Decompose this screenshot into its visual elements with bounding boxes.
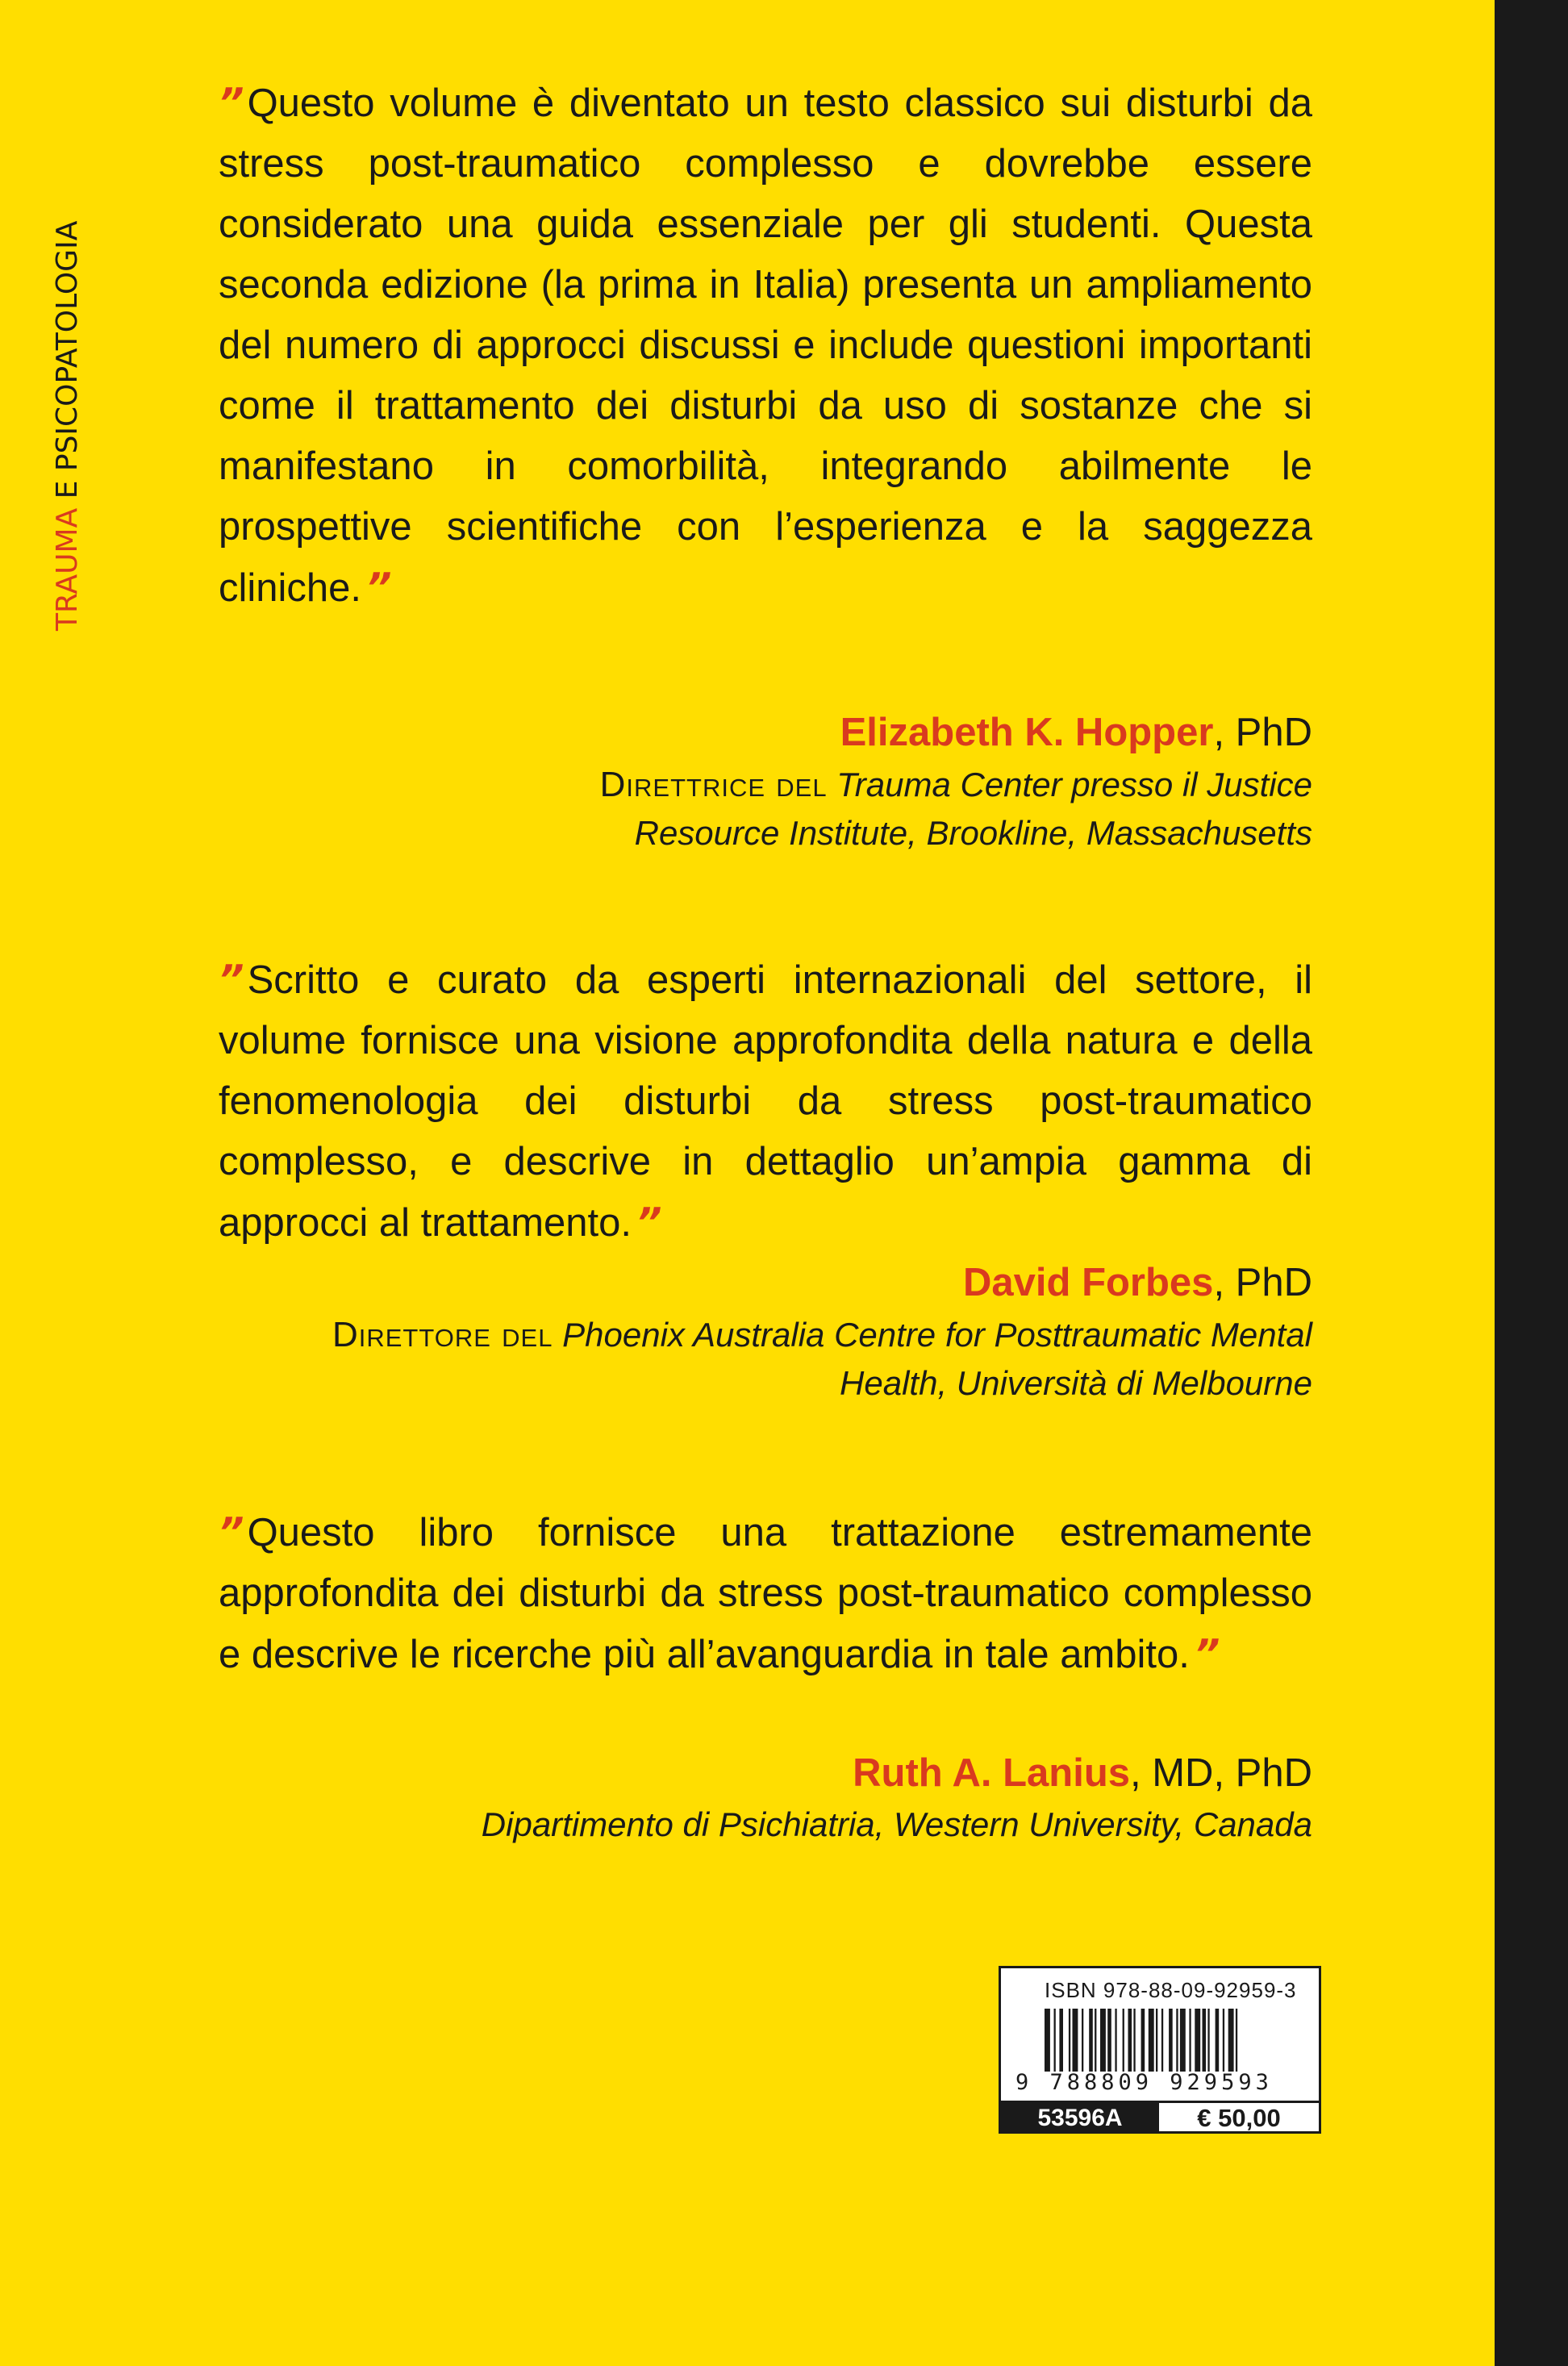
affiliation-line-2: Health, Università di Melbourne [840,1364,1312,1402]
product-code: 53596A [1001,2103,1159,2134]
quote-2-author [963,1258,1312,1307]
price-row [1001,2101,1319,2134]
author-name: David Forbes [963,1261,1214,1304]
series-title [53,221,82,631]
affiliation-role: Direttore del [332,1315,553,1354]
barcode-bar [1045,2009,1050,2072]
barcode-bar [1161,2009,1163,2072]
isbn-label: ISBN 978-88-09-92959-3 [1045,1978,1297,2002]
affiliation-line-1: Phoenix Australia Centre for Posttraumatic Mental [562,1316,1312,1354]
barcode-bar [1082,2009,1083,2072]
book-spine [1495,0,1568,2366]
barcode-bar [1189,2009,1191,2072]
series-title-part2: E PSICOPATOLOGIA [51,220,84,499]
open-quote-mark: ” [219,957,240,1003]
barcode-bar [1059,2009,1063,2072]
barcode-bar [1089,2009,1093,2072]
quote-1 [219,73,1312,619]
barcode-digits: 9 788809 929593 [1015,2070,1273,2095]
quote-2-text: Scritto e curato da esperti internazionali del settore, il volume fornisce una visione approfondita della natura e della fenomenologia dei disturbi da stress post-traumatico complesso, e descrive in dettaglio un’ampia gamma di approcci al trattamento. [219,958,1312,1245]
series-title-part1: TRAUMA [51,507,84,631]
author-name: Elizabeth K. Hopper [840,711,1214,754]
barcode-bar [1228,2009,1234,2072]
barcode-bar [1069,2009,1070,2072]
affiliation-line-1: Dipartimento di Psichiatria, Western University, Canada [481,1805,1312,1843]
barcode-bar [1156,2009,1157,2072]
affiliation-line-2: Resource Institute, Brookline, Massachusetts [634,814,1312,852]
isbn-barcode-box [999,1966,1321,2134]
barcode-bar [1223,2009,1224,2072]
quote-3-author [853,1749,1312,1797]
quote-1-affiliation [264,761,1312,858]
open-quote-mark: ” [219,80,240,126]
barcode-bar [1207,2009,1209,2072]
barcode-bar [1054,2009,1056,2072]
barcode-bar [1141,2009,1145,2072]
barcode-bar [1073,2009,1078,2072]
barcode-bar [1095,2009,1096,2072]
barcode-bar [1100,2009,1106,2072]
close-quote-mark: ” [366,565,387,611]
barcode-bar [1133,2009,1135,2072]
open-quote-mark: ” [219,1509,240,1555]
author-degree: , PhD [1213,1261,1312,1304]
barcode-bar [1107,2009,1111,2072]
author-degree: , PhD [1213,711,1312,754]
barcode-bar [1123,2009,1124,2072]
author-degree: , MD, PhD [1130,1751,1312,1795]
barcode-bar [1195,2009,1200,2072]
barcode-bar [1149,2009,1154,2072]
close-quote-mark: ” [1194,1631,1216,1677]
affiliation-line-1: Trauma Center presso il Justice [836,766,1312,803]
quote-3-text: Questo libro fornisce una trattazione estremamente approfondita dei disturbi da stress post-traumatico complesso e descrive le ricerche più all’avanguardia in tale ambito. [219,1511,1312,1676]
quote-1-author [840,708,1312,757]
barcode-bar [1236,2009,1237,2072]
barcode-bar [1203,2009,1207,2072]
author-name: Ruth A. Lanius [853,1751,1131,1795]
close-quote-mark: ” [636,1200,657,1246]
quote-2-affiliation [264,1311,1312,1408]
barcode-icon [1045,2009,1283,2072]
quote-1-text: Questo volume è diventato un testo classico sui disturbi da stress post-traumatico complesso e dovrebbe essere considerato una guida essenziale per gli studenti. Questa seconda edizione (la prima in Italia) presenta un ampliamento del numero di approcci discussi e include questioni importanti come il trattamento dei disturbi da uso di sostanze che si manifestano in comorbilità, integrando abilmente le prospettive scientifiche con l’esperienza e la saggezza cliniche. [219,81,1312,610]
barcode-bar [1176,2009,1178,2072]
barcode-bar [1180,2009,1186,2072]
barcode-bar [1216,2009,1220,2072]
quote-3-affiliation [264,1801,1312,1849]
barcode-bar [1115,2009,1116,2072]
barcode-bar [1169,2009,1173,2072]
barcode-bar [1128,2009,1132,2072]
quote-3 [219,1502,1312,1685]
price: € 50,00 [1197,2104,1281,2132]
affiliation-role: Direttrice del [599,765,828,804]
quote-2 [219,949,1312,1254]
